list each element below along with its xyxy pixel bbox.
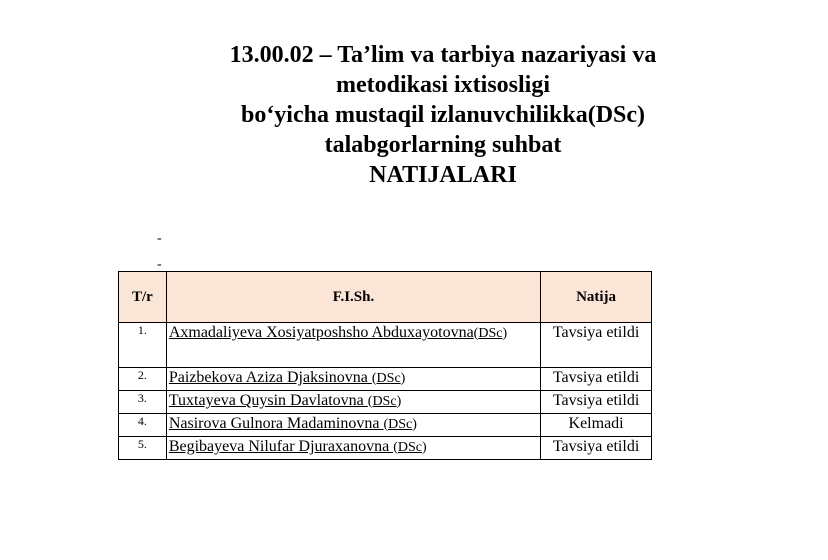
table-row bbox=[119, 323, 652, 368]
dash-mark: - bbox=[157, 257, 162, 272]
paren-close: ) bbox=[502, 326, 508, 341]
title-line-1: 13.00.02 – Ta’lim va tarbiya nazariyasi va bbox=[229, 42, 657, 68]
paren-close: ) bbox=[421, 440, 427, 455]
title-line-5: NATIJALARI bbox=[369, 162, 517, 188]
table-row bbox=[119, 437, 652, 460]
person-name: Tuxtayeva Quysin Davlatovna bbox=[168, 392, 368, 409]
document-title bbox=[150, 40, 736, 190]
dash-mark: - bbox=[157, 231, 162, 246]
row-number: 4. bbox=[119, 414, 167, 437]
header-full-name: F.I.Sh. bbox=[166, 272, 540, 323]
row-number: 5. bbox=[119, 437, 167, 460]
degree-label: DSc bbox=[372, 394, 397, 409]
row-result: Kelmadi bbox=[541, 414, 652, 437]
person-name: Axmadaliyeva Xosiyatposhsho Abduxayotovna bbox=[168, 324, 474, 341]
degree-label: DSc bbox=[397, 440, 422, 455]
title-line-3: bo‘yicha mustaqil izlanuvchilikka(DSc) bbox=[240, 102, 646, 128]
row-result: Tavsiya etildi bbox=[541, 391, 652, 414]
person-name: Nasirova Gulnora Madaminovna bbox=[168, 415, 384, 432]
row-full-name bbox=[166, 414, 540, 437]
person-name: Begibayeva Nilufar Djuraxanovna bbox=[168, 438, 394, 455]
table-row bbox=[119, 391, 652, 414]
degree-label: DSc bbox=[376, 371, 401, 386]
paren-close: ) bbox=[396, 394, 402, 409]
row-full-name bbox=[166, 437, 540, 460]
row-full-name bbox=[166, 368, 540, 391]
title-line-2: metodikasi ixtisosligi bbox=[335, 72, 551, 98]
row-result: Tavsiya etildi bbox=[541, 368, 652, 391]
row-result: Tavsiya etildi bbox=[541, 437, 652, 460]
paren-open: ( bbox=[371, 371, 377, 386]
results-table bbox=[118, 271, 652, 460]
row-number: 2. bbox=[119, 368, 167, 391]
person-name: Paizbekova Aziza Djaksinovna bbox=[168, 369, 372, 386]
degree-label: DSc bbox=[388, 417, 413, 432]
row-full-name bbox=[166, 391, 540, 414]
paren-open: ( bbox=[393, 440, 398, 455]
row-number: 1. bbox=[119, 323, 167, 368]
paren-open: ( bbox=[367, 394, 373, 409]
row-full-name bbox=[166, 323, 540, 368]
paren-close: ) bbox=[412, 417, 417, 432]
row-result: Tavsiya etildi bbox=[541, 323, 652, 368]
table-header-row bbox=[119, 272, 652, 323]
table-row bbox=[119, 414, 652, 437]
header-result: Natija bbox=[541, 272, 652, 323]
table-row bbox=[119, 368, 652, 391]
paren-open: ( bbox=[473, 326, 479, 341]
degree-label: DSc bbox=[478, 326, 503, 341]
row-number: 3. bbox=[119, 391, 167, 414]
paren-open: ( bbox=[383, 417, 389, 432]
title-line-4: talabgorlarning suhbat bbox=[324, 132, 562, 158]
paren-close: ) bbox=[400, 371, 406, 386]
header-number: T/r bbox=[119, 272, 167, 323]
